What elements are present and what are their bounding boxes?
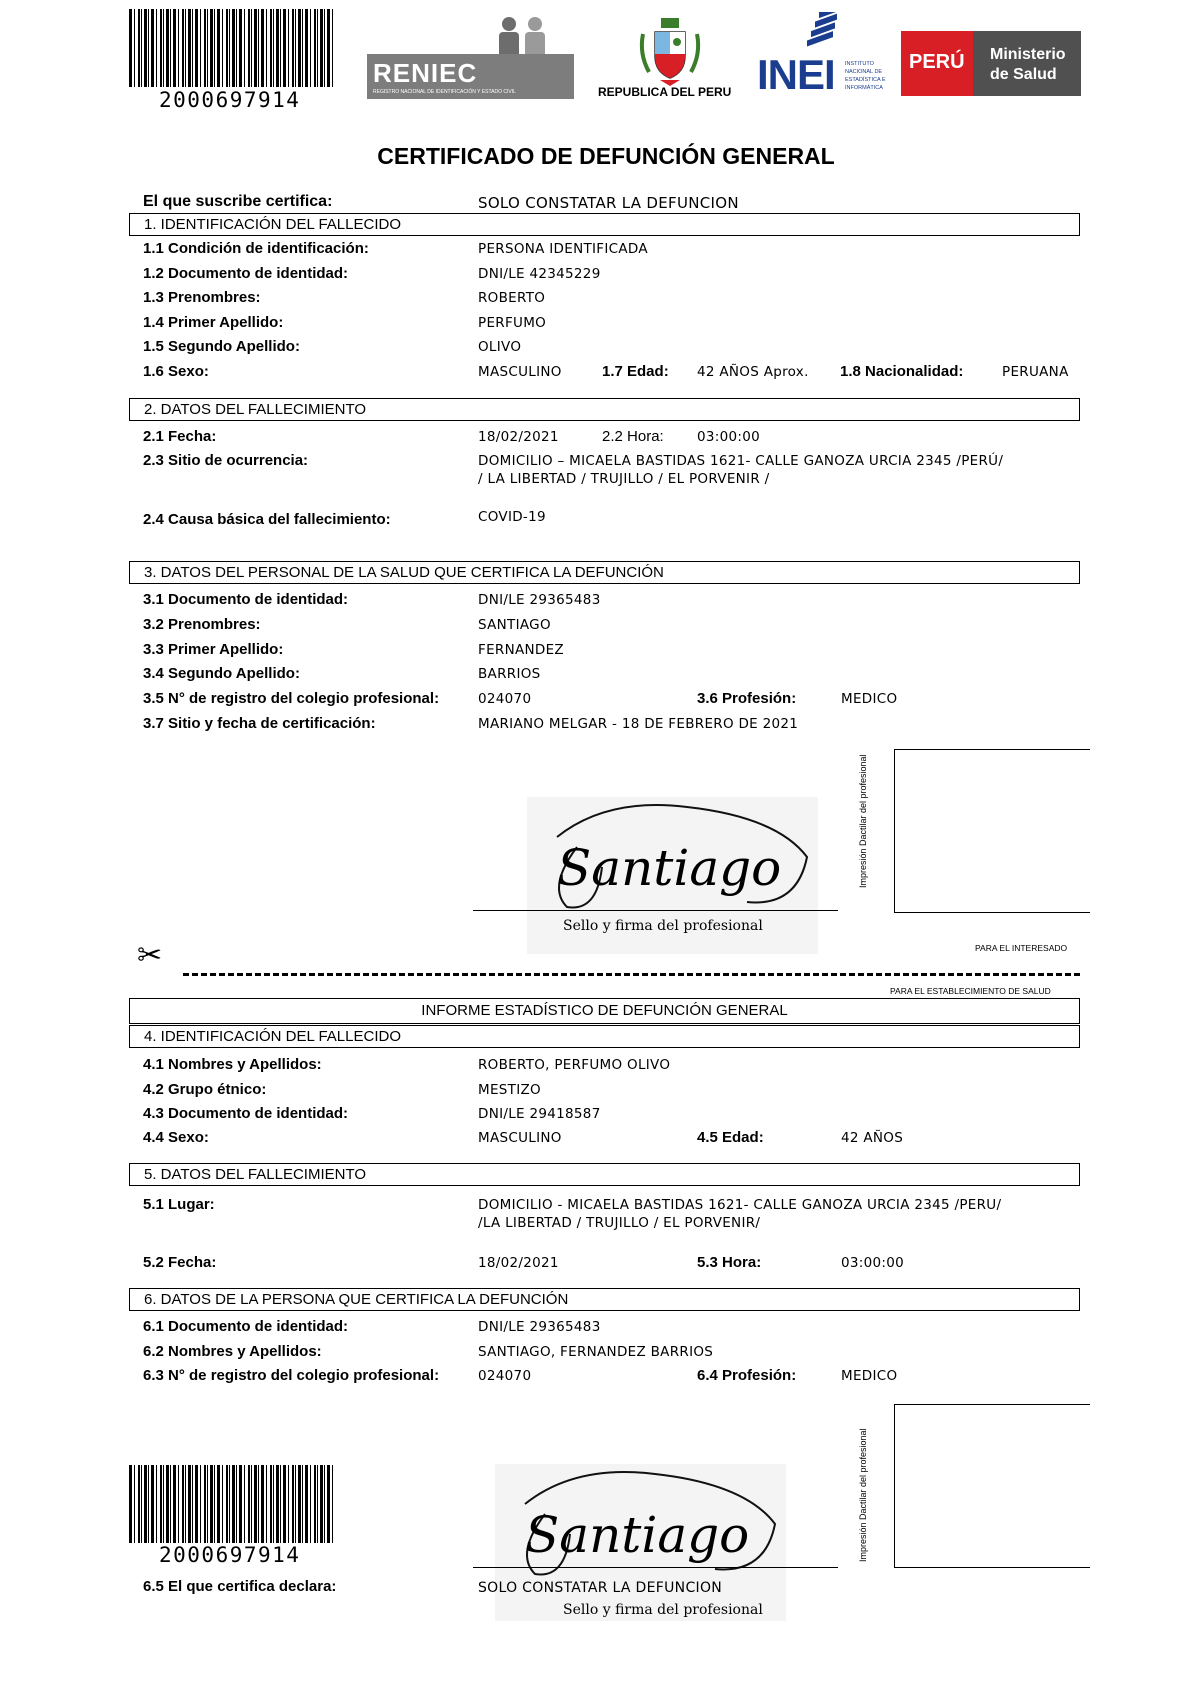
signature-image-bottom xyxy=(495,1464,786,1621)
s2-causa-label: 2.4 Causa básica del fallecimiento: xyxy=(143,511,391,528)
s6-declara-value: SOLO CONSTATAR LA DEFUNCION xyxy=(478,1580,723,1596)
section6-title: 6. DATOS DE LA PERSONA QUE CERTIFICA LA DEFUNCIÓN xyxy=(144,1291,569,1308)
barcode-top xyxy=(129,9,333,87)
s3-profesion-value: MEDICO xyxy=(841,691,898,707)
s3-sitio-fecha-value: MARIANO MELGAR - 18 DE FEBRERO DE 2021 xyxy=(478,716,799,732)
s4-grupo-label: 4.2 Grupo étnico: xyxy=(143,1081,267,1098)
s3-documento-label: 3.1 Documento de identidad: xyxy=(143,591,349,608)
s1-nacionalidad-value: PERUANA xyxy=(1002,364,1069,380)
s1-documento-label: 1.2 Documento de identidad: xyxy=(143,265,349,282)
s4-nombres-value: ROBERTO, PERFUMO OLIVO xyxy=(478,1057,671,1073)
inei-logo xyxy=(757,12,895,98)
s4-sexo-value: MASCULINO xyxy=(478,1130,562,1146)
fingerprint-label-bottom: Impresión Dactilar del profesional xyxy=(858,1428,868,1562)
section5-title: 5. DATOS DEL FALLECIMIENTO xyxy=(144,1166,367,1183)
s3-primer-apellido-value: FERNANDEZ xyxy=(478,642,564,658)
s4-edad-value: 42 AÑOS xyxy=(841,1130,904,1146)
peru-badge xyxy=(901,31,973,96)
signature-caption-bottom: Sello y firma del profesional xyxy=(563,1602,763,1618)
inei-label: INEI xyxy=(757,51,835,98)
barcode-number-bottom: 2000697914 xyxy=(159,1543,301,1567)
section4-title: 4. IDENTIFICACIÓN DEL FALLECIDO xyxy=(144,1028,401,1045)
page-title: CERTIFICADO DE DEFUNCIÓN GENERAL xyxy=(377,143,835,169)
section1-header xyxy=(129,213,1080,236)
para-establecimiento-label: PARA EL ESTABLECIMIENTO DE SALUD xyxy=(890,986,1051,996)
s4-documento-label: 4.3 Documento de identidad: xyxy=(143,1105,349,1122)
s3-segundo-apellido-label: 3.4 Segundo Apellido: xyxy=(143,665,300,682)
reniec-sublabel: REGISTRO NACIONAL DE IDENTIFICACIÓN Y ESTADO CIVIL xyxy=(373,89,516,95)
s6-registro-value: 024070 xyxy=(478,1368,532,1384)
s4-documento-value: DNI/LE 29418587 xyxy=(478,1106,601,1122)
s6-profesion-label: 6.4 Profesión: xyxy=(697,1367,797,1384)
reniec-label: RENIEC xyxy=(373,58,478,88)
inei-sublabel: INSTITUTO NACIONAL DE ESTADÍSTICA E INFORMÁTICA xyxy=(845,61,886,91)
fingerprint-box-top xyxy=(894,749,1090,913)
s1-edad-value: 42 AÑOS Aprox. xyxy=(697,364,809,380)
s1-segundo-apellido-value: OLIVO xyxy=(478,339,522,355)
s1-nacionalidad-label: 1.8 Nacionalidad: xyxy=(840,363,964,380)
section4-header xyxy=(129,1025,1080,1048)
s3-sitio-fecha-label: 3.7 Sitio y fecha de certificación: xyxy=(143,715,376,732)
inei-stairs-icon xyxy=(803,12,843,54)
s5-lugar-value-line1: DOMICILIO - MICAELA BASTIDAS 1621- CALLE GANOZA URCIA 2345 /PERU/ xyxy=(478,1197,1002,1213)
section6-header xyxy=(129,1288,1080,1311)
s2-hora-label: 2.2 Hora: xyxy=(602,428,664,445)
s6-nombres-value: SANTIAGO, FERNANDEZ BARRIOS xyxy=(478,1344,714,1360)
informe-title: INFORME ESTADÍSTICO DE DEFUNCIÓN GENERAL xyxy=(421,1002,788,1019)
para-interesado-label: PARA EL INTERESADO xyxy=(975,943,1068,953)
s6-nombres-label: 6.2 Nombres y Apellidos: xyxy=(143,1343,322,1360)
s6-registro-label: 6.3 N° de registro del colegio profesional: xyxy=(143,1367,440,1384)
s6-documento-value: DNI/LE 29365483 xyxy=(478,1319,601,1335)
s4-nombres-label: 4.1 Nombres y Apellidos: xyxy=(143,1056,322,1073)
s1-documento-value: DNI/LE 42345229 xyxy=(478,266,601,282)
s5-lugar-label: 5.1 Lugar: xyxy=(143,1196,215,1213)
s3-documento-value: DNI/LE 29365483 xyxy=(478,592,601,608)
section3-title: 3. DATOS DEL PERSONAL DE LA SALUD QUE CERTIFICA LA DEFUNCIÓN xyxy=(144,564,664,581)
s6-profesion-value: MEDICO xyxy=(841,1368,898,1384)
fingerprint-box-bottom xyxy=(894,1404,1090,1568)
s1-primer-apellido-value: PERFUMO xyxy=(478,315,547,331)
certifica-value: SOLO CONSTATAR LA DEFUNCION xyxy=(478,194,739,212)
s3-primer-apellido-label: 3.3 Primer Apellido: xyxy=(143,641,284,658)
signature-name-top: Santiago xyxy=(557,839,782,897)
s2-sitio-label: 2.3 Sitio de ocurrencia: xyxy=(143,452,309,469)
s4-sexo-label: 4.4 Sexo: xyxy=(143,1129,209,1146)
s1-condicion-value: PERSONA IDENTIFICADA xyxy=(478,241,648,257)
s5-lugar-value-line2: /LA LIBERTAD / TRUJILLO / EL PORVENIR/ xyxy=(478,1215,761,1231)
s2-fecha-label: 2.1 Fecha: xyxy=(143,428,217,445)
section2-header xyxy=(129,398,1080,421)
cut-dashed-line xyxy=(183,973,1080,976)
s6-documento-label: 6.1 Documento de identidad: xyxy=(143,1318,349,1335)
signature-caption-top: Sello y firma del profesional xyxy=(563,918,763,934)
minsa-line2: de Salud xyxy=(990,66,1057,83)
barcode-bottom xyxy=(129,1465,333,1543)
reniec-logo xyxy=(367,16,574,100)
section5-header xyxy=(129,1163,1080,1186)
s3-registro-value: 024070 xyxy=(478,691,532,707)
signature-line-bottom xyxy=(473,1567,838,1568)
s4-edad-label: 4.5 Edad: xyxy=(697,1129,764,1146)
coat-of-arms-icon xyxy=(635,14,705,86)
reniec-banner xyxy=(367,54,574,99)
republica-label: REPUBLICA DEL PERU xyxy=(598,85,732,99)
s5-fecha-value: 18/02/2021 xyxy=(478,1255,559,1271)
s3-prenombres-label: 3.2 Prenombres: xyxy=(143,616,261,633)
barcode-number-top: 2000697914 xyxy=(159,88,301,112)
s1-edad-label: 1.7 Edad: xyxy=(602,363,669,380)
s3-segundo-apellido-value: BARRIOS xyxy=(478,666,541,682)
s1-prenombres-value: ROBERTO xyxy=(478,290,546,306)
s6-declara-label: 6.5 El que certifica declara: xyxy=(143,1578,337,1595)
signature-line-top xyxy=(473,910,838,911)
s1-prenombres-label: 1.3 Prenombres: xyxy=(143,289,261,306)
s1-segundo-apellido-label: 1.5 Segundo Apellido: xyxy=(143,338,300,355)
s3-prenombres-value: SANTIAGO xyxy=(478,617,551,633)
s2-fecha-value: 18/02/2021 xyxy=(478,429,559,445)
s3-registro-label: 3.5 N° de registro del colegio profesional: xyxy=(143,690,440,707)
s5-hora-value: 03:00:00 xyxy=(841,1255,905,1271)
s1-condicion-label: 1.1 Condición de identificación: xyxy=(143,240,369,257)
s1-sexo-label: 1.6 Sexo: xyxy=(143,363,209,380)
s1-primer-apellido-label: 1.4 Primer Apellido: xyxy=(143,314,284,331)
scissors-icon: ✂ xyxy=(137,939,163,972)
s2-hora-value: 03:00:00 xyxy=(697,429,761,445)
section1-title: 1. IDENTIFICACIÓN DEL FALLECIDO xyxy=(144,216,401,233)
section3-header xyxy=(129,561,1080,584)
signature-name-bottom: Santiago xyxy=(525,1506,750,1564)
s5-fecha-label: 5.2 Fecha: xyxy=(143,1254,217,1271)
s5-hora-label: 5.3 Hora: xyxy=(697,1254,762,1271)
s1-sexo-value: MASCULINO xyxy=(478,364,562,380)
s4-grupo-value: MESTIZO xyxy=(478,1082,541,1098)
section2-title: 2. DATOS DEL FALLECIMIENTO xyxy=(144,401,367,418)
s3-profesion-label: 3.6 Profesión: xyxy=(697,690,797,707)
peru-label: PERÚ xyxy=(909,51,965,73)
certifica-label: El que suscribe certifica: xyxy=(143,193,333,210)
s2-sitio-value-line2: / LA LIBERTAD / TRUJILLO / EL PORVENIR / xyxy=(478,471,770,487)
minsa-badge xyxy=(973,31,1081,96)
minsa-line1: Ministerio xyxy=(990,46,1066,63)
informe-header xyxy=(129,998,1080,1024)
s2-sitio-value-line1: DOMICILIO – MICAELA BASTIDAS 1621- CALLE GANOZA URCIA 2345 /PERÚ/ xyxy=(478,453,1004,469)
s2-causa-value: COVID-19 xyxy=(478,509,546,525)
fingerprint-label-top: Impresión Dactilar del profesional xyxy=(858,754,868,888)
